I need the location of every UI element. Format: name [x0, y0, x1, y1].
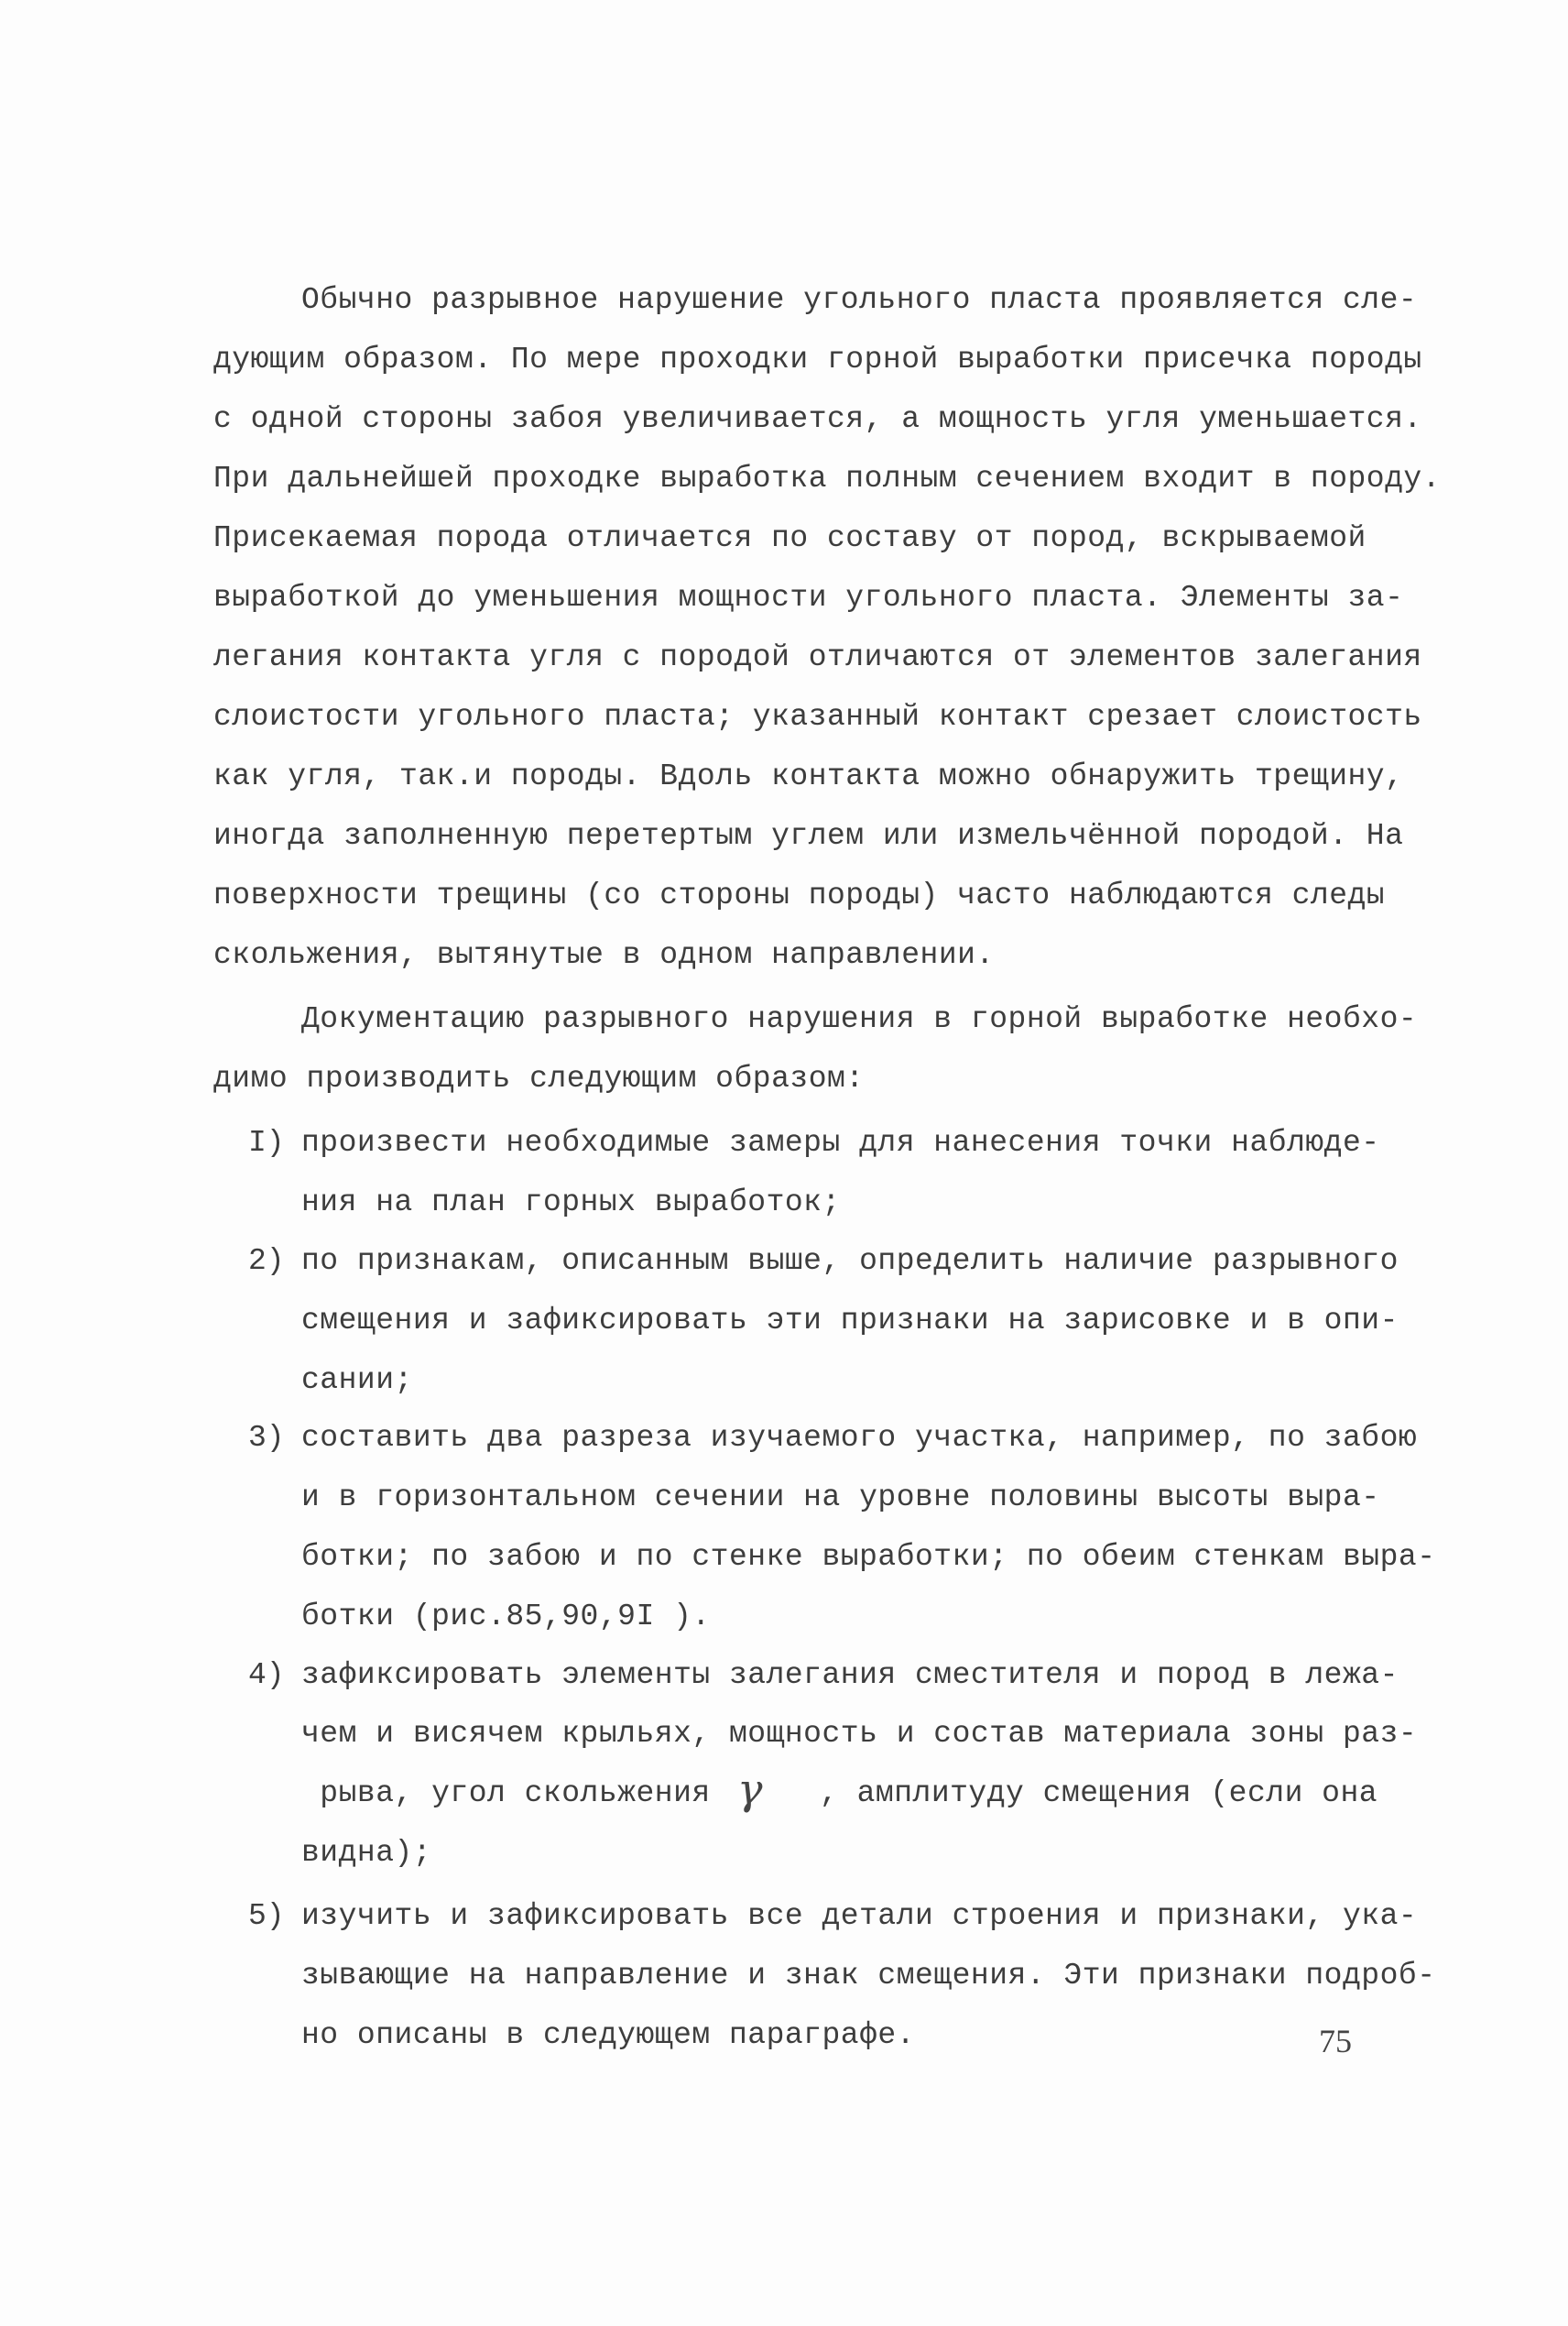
paragraph-line: Присекаемая порода отличается по составу от пород, вскрываемой [213, 521, 1367, 555]
list-item-line: но описаны в следующем параграфе. [301, 2018, 916, 2052]
list-item-line: ния на план горных выработок; [301, 1185, 841, 1219]
paragraph-line: выработкой до уменьшения мощности угольного пласта. Элементы за- [213, 581, 1404, 615]
paragraph-line: с одной стороны забоя увеличивается, а мощность угля уменьшается. [213, 402, 1422, 436]
list-item-line: изучить и зафиксировать все детали строения и признаки, ука- [301, 1899, 1418, 1933]
list-item-number: 2) [248, 1244, 285, 1278]
list-item-line-tail: , амплитуду смещения (если она [820, 1776, 1378, 1810]
list-item-line: видна); [301, 1836, 432, 1870]
paragraph-line: как угля, так.и породы. Вдоль контакта можно обнаружить трещину, [213, 759, 1404, 793]
list-item-line: составить два разреза изучаемого участка, например, по забою [301, 1421, 1418, 1455]
list-item-line: произвести необходимые замеры для нанесения точки наблюде- [301, 1126, 1380, 1160]
paragraph-line: поверхности трещины (со стороны породы) часто наблюдаются следы [213, 879, 1386, 912]
list-item-line: сании; [301, 1363, 413, 1397]
list-item-line: ботки; по забою и по стенке выработки; по обеим стенкам выра- [301, 1540, 1436, 1574]
list-item-number: 5) [248, 1899, 285, 1933]
paragraph-line: слоистости угольного пласта; указанный контакт срезает слоистость [213, 700, 1422, 734]
paragraph-line: димо производить следующим образом: [213, 1062, 865, 1096]
paragraph-line: дующим образом. По мере проходки горной выработки присечка породы [213, 343, 1422, 377]
gamma-symbol: γ [737, 1764, 763, 1814]
list-item-line: зывающие на направление и знак смещения. Эти признаки подроб- [301, 1959, 1436, 1993]
list-item-line: чем и висячем крыльях, мощность и состав материала зоны раз- [301, 1717, 1418, 1751]
list-item-line: ботки (рис.85,90,9I ). [301, 1600, 711, 1633]
paragraph-line: иногда заполненную перетертым углем или измельчённой породой. На [213, 819, 1404, 853]
paragraph-line: Документацию разрывного нарушения в горной выработке необхо- [301, 1002, 1418, 1036]
paragraph-line: Обычно разрывное нарушение угольного пласта проявляется сле- [301, 283, 1418, 317]
list-item-number: 4) [248, 1658, 285, 1692]
list-item-line: зафиксировать элементы залегания сместителя и пород в лежа- [301, 1658, 1399, 1692]
list-item-number: I) [248, 1126, 285, 1160]
paragraph-line: легания контакта угля с породой отличаются от элементов залегания [213, 640, 1422, 674]
page-number: 75 [1319, 2023, 1352, 2059]
list-item-line: рыва, угол скольжения [301, 1776, 711, 1810]
list-item-line: смещения и зафиксировать эти признаки на зарисовке и в опи- [301, 1304, 1399, 1338]
list-item-number: 3) [248, 1421, 285, 1455]
list-item-line: и в горизонтальном сечении на уровне половины высоты выра- [301, 1480, 1380, 1514]
paragraph-line: При дальнейшей проходке выработка полным сечением входит в породу. [213, 462, 1442, 496]
paragraph-line: скольжения, вытянутые в одном направлении. [213, 938, 995, 972]
list-item-line: по признакам, описанным выше, определить наличие разрывного [301, 1244, 1399, 1278]
